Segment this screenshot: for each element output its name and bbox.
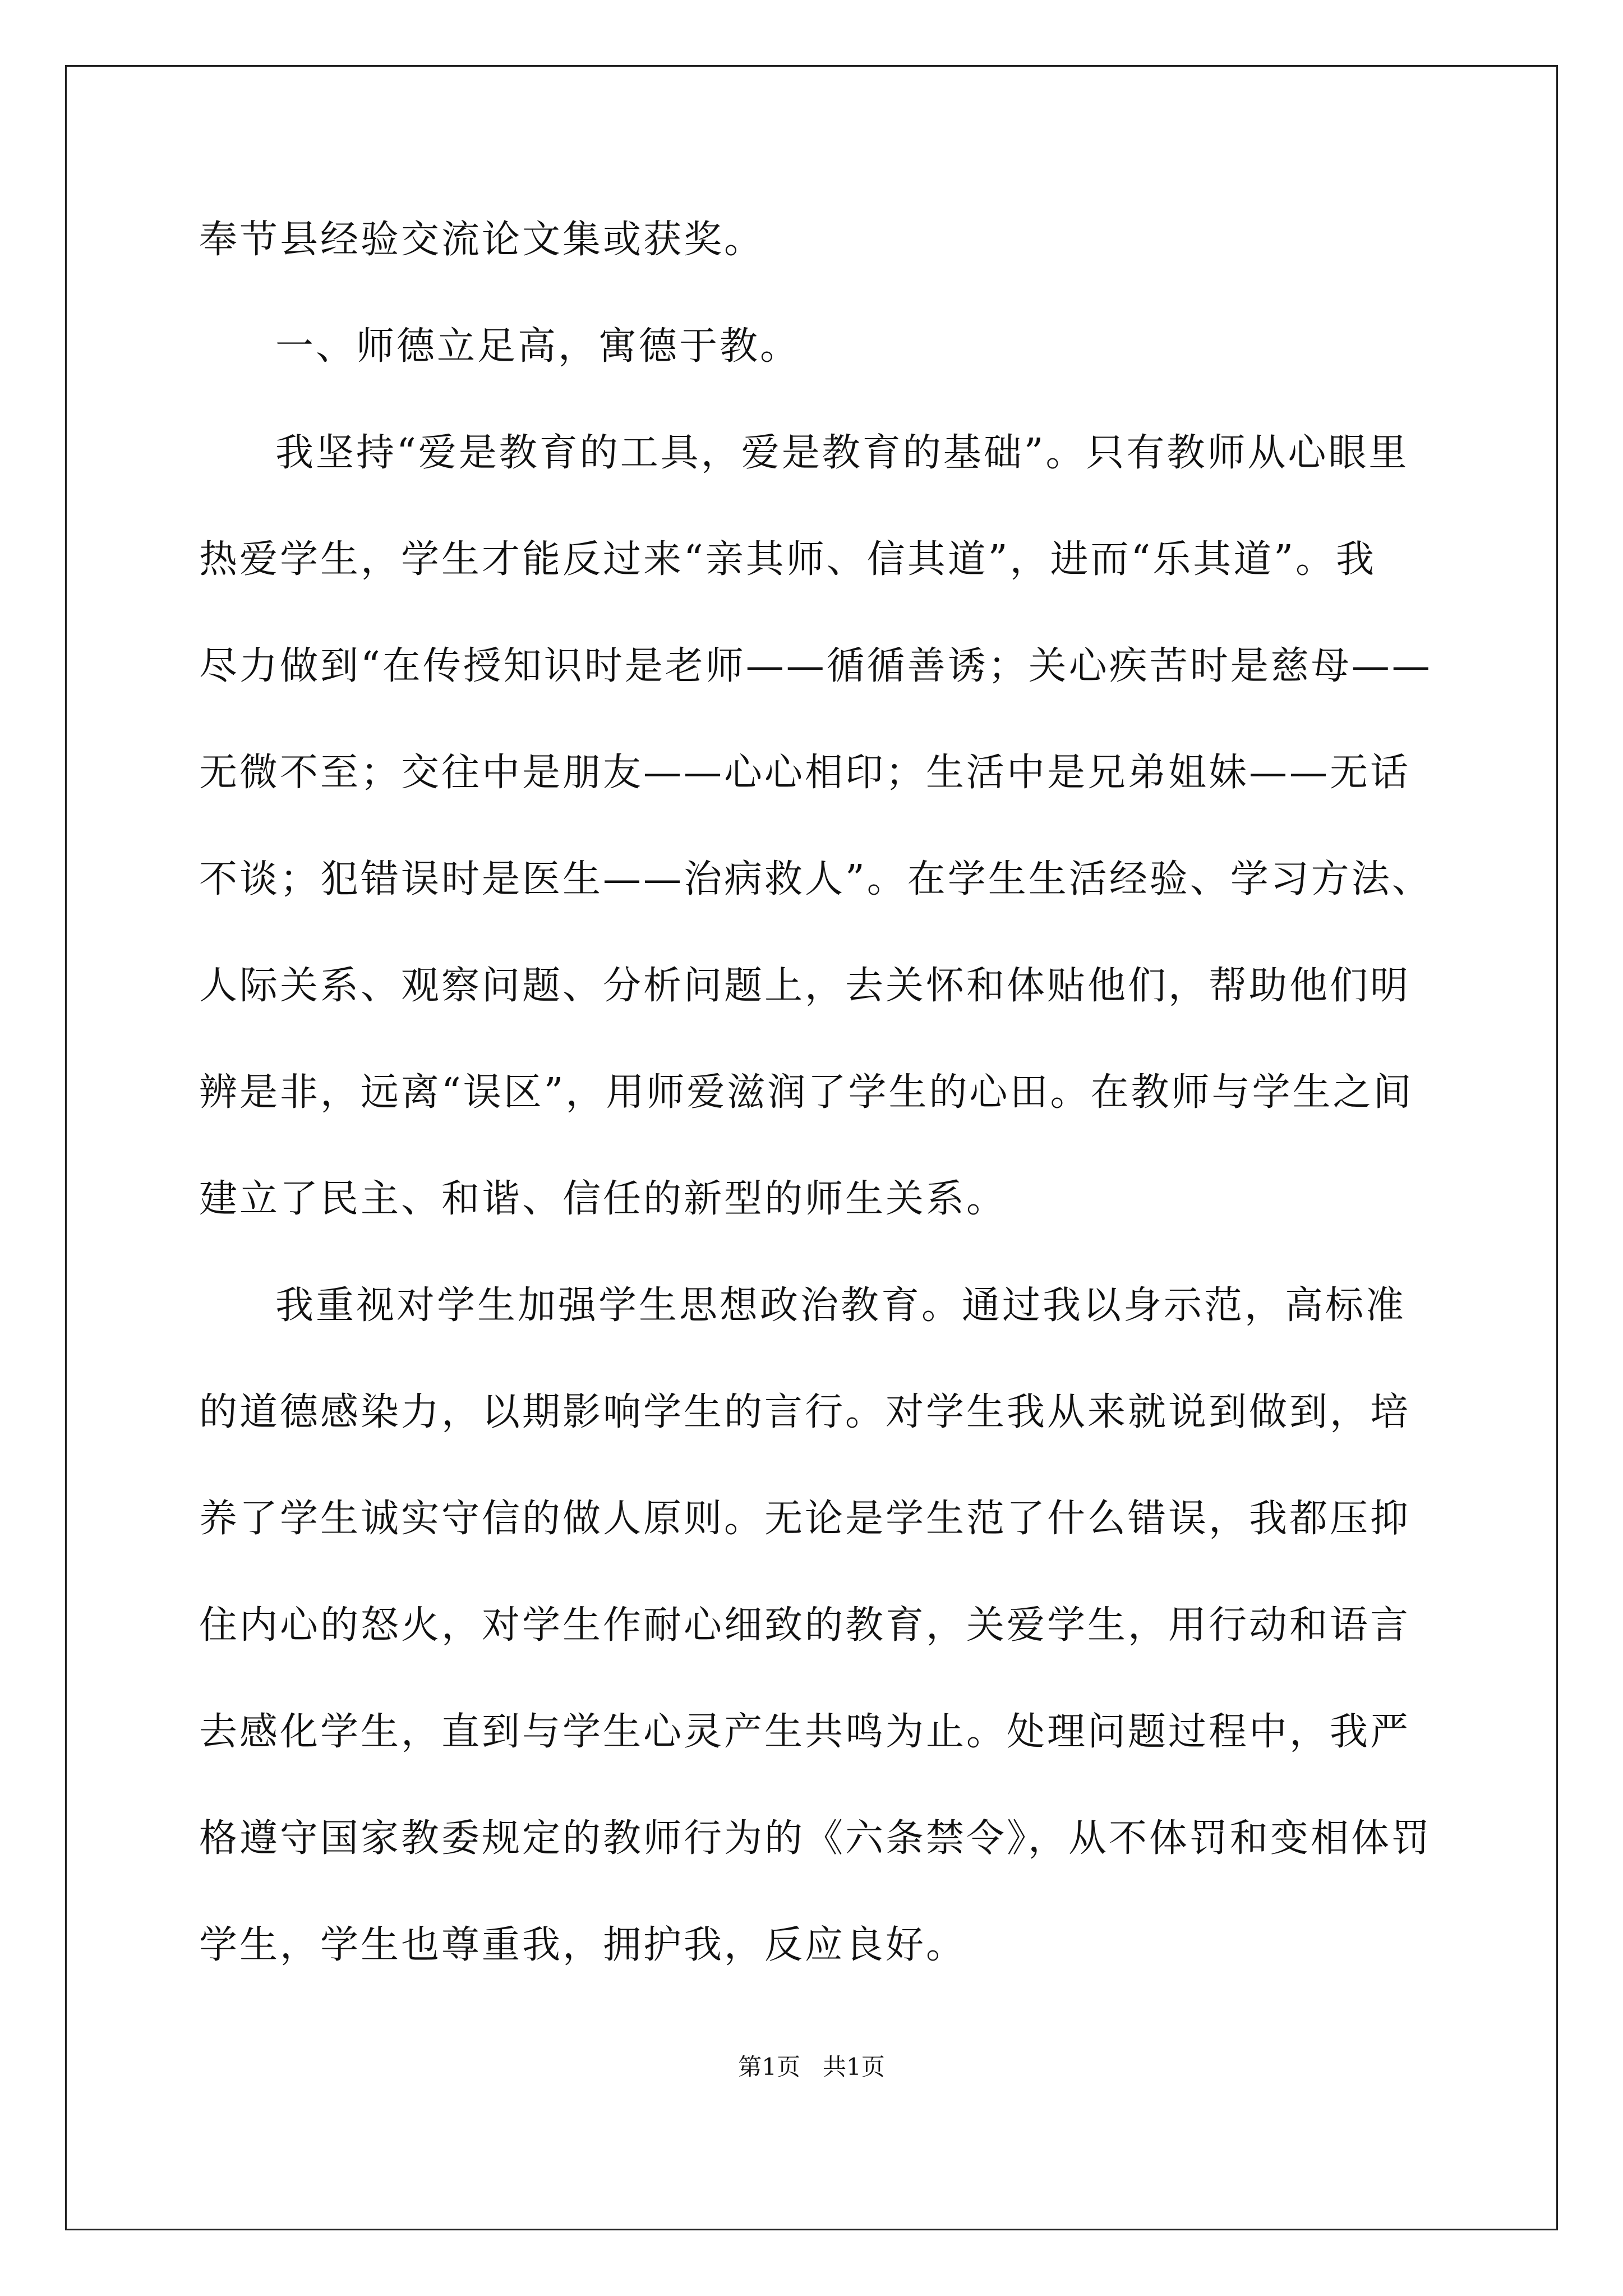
text-line: 我重视对学生加强学生思想政治教育。通过我以身示范，高标准 [275, 1283, 1407, 1328]
text-line: 去感化学生，直到与学生心灵产生共鸣为止。处理问题过程中，我严 [199, 1710, 1411, 1754]
text-line: 学生，学生也尊重我，拥护我，反应良好。 [199, 1923, 967, 1967]
text-line: 热爱学生，学生才能反过来“亲其师、信其道”，进而“乐其道”。我 [199, 537, 1377, 582]
text-line: 奉节县经验交流论文集或获奖。 [199, 218, 765, 262]
text-line: 无微不至；交往中是朋友——心心相印；生活中是兄弟姐妹——无话 [199, 751, 1411, 795]
section-heading: 一、师德立足高，寓德于教。 [275, 324, 801, 369]
text-line: 我坚持“爱是教育的工具，爱是教育的基础”。只有教师从心眼里 [275, 431, 1409, 475]
text-line: 人际关系、观察问题、分析问题上，去关怀和体贴他们，帮助他们明 [199, 964, 1411, 1008]
text-line: 养了学生诚实守信的做人原则。无论是学生范了什么错误，我都压抑 [199, 1497, 1411, 1541]
page-number-footer: 第1页 共1页 [738, 2053, 885, 2081]
text-line: 尽力做到“在传授知识时是老师——循循善诱；关心疾苦时是慈母—— [199, 644, 1432, 688]
text-line: 辨是非，远离“误区”，用师爱滋润了学生的心田。在教师与学生之间 [199, 1070, 1414, 1115]
text-line: 格遵守国家教委规定的教师行为的《六条禁令》，从不体罚和变相体罚 [199, 1816, 1432, 1861]
page-border [65, 65, 1558, 2230]
text-line: 住内心的怒火，对学生作耐心细致的教育，关爱学生，用行动和语言 [199, 1603, 1411, 1648]
text-line: 的道德感染力，以期影响学生的言行。对学生我从来就说到做到，培 [199, 1390, 1411, 1434]
text-line: 建立了民主、和谐、信任的新型的师生关系。 [199, 1177, 1007, 1221]
text-line: 不谈；犯错误时是医生——治病救人”。在学生生活经验、学习方法、 [199, 857, 1432, 901]
